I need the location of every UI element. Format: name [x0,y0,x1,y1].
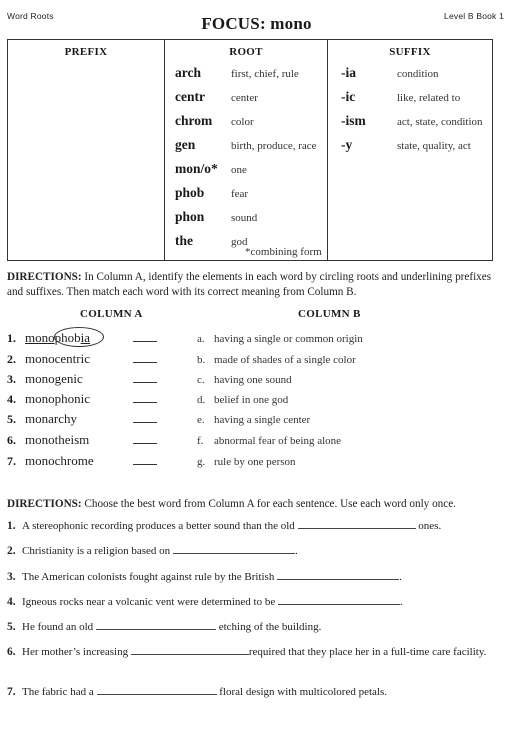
column-b-letter: a. [197,333,205,345]
column-b-meaning: made of shades of a single color [214,354,356,366]
page-title: FOCUS: mono [201,14,312,33]
sentence-number: 5. [7,621,16,633]
column-b-letter: g. [197,456,206,468]
sentence-text-before: The American colonists fought against rule by the British [22,571,275,583]
root-meaning: one [231,164,247,176]
suffix-term: -ic [341,89,356,104]
suffix-row [341,89,460,105]
root-term: phon [175,209,205,224]
sentence-text-before: Her mother’s increasing [22,646,129,658]
column-b-meaning: rule by one person [214,456,296,468]
root-meaning: first, chief, rule [231,68,299,80]
column-b-letter: c. [197,374,205,386]
root-row [175,113,254,129]
directions-matching [7,270,497,300]
sentence-text-after: . [399,596,403,608]
fill-in-blank[interactable] [96,620,216,630]
suffix-term: -ism [341,113,366,128]
fill-in-blank[interactable] [131,645,249,655]
root-row [175,137,317,153]
column-b-meaning: having a single or common origin [214,333,363,345]
matching-row [7,453,497,469]
root-row [175,233,248,249]
sentence-text-after: required that they place her in a full-time care facility. [248,646,487,658]
answer-blank[interactable] [133,373,157,383]
prefix-column [8,40,165,261]
root-meaning: god [231,236,248,248]
suffix-meaning: like, related to [397,92,461,104]
root-meaning: center [231,92,258,104]
root-meaning: sound [231,212,258,224]
item-number: 5. [7,412,16,426]
item-number: 2. [7,352,16,366]
sentence-number: 4. [7,596,16,608]
prefix-heading: PREFIX [64,46,108,58]
column-b-letter: e. [197,414,205,426]
column-b-letter: f. [197,435,204,447]
fill-in-blank[interactable] [298,519,416,529]
suffix-term: -ia [341,65,356,80]
column-b-meaning: having one sound [214,374,292,386]
suffix-meaning: state, quality, act [397,140,471,152]
root-term: phob [175,185,205,200]
suffix-row [341,113,483,129]
sentence-text-before: He found an old [22,621,94,633]
matching-row [7,411,497,427]
suffix-row [341,65,439,81]
header-right-label: Level B Book 1 [444,11,504,21]
sentence-item [7,519,497,533]
root-row [175,89,258,105]
directions-label: DIRECTIONS: [7,498,82,510]
root-row [175,209,257,225]
matching-row [7,391,497,407]
sentence-text-after: ones. [415,520,442,532]
root-meaning: color [231,116,254,128]
column-b-meaning: having a single center [214,414,311,426]
root-term: mon/o* [175,161,218,176]
fill-in-blank[interactable] [278,595,400,605]
sentence-text-before: A stereophonic recording produces a better sound than the old [22,520,295,532]
fill-in-blank[interactable] [277,570,399,580]
root-term: gen [175,137,196,152]
column-a-word: monochrome [25,453,94,468]
sentence-text-before: Igneous rocks near a volcanic vent were determined to be [22,596,276,608]
column-a-word: monocentric [25,351,90,366]
suffix-row [341,137,471,153]
sentence-text-after: . [399,571,402,583]
answer-blank[interactable] [133,332,157,342]
sentence-text-before: Christianity is a religion based on [22,545,171,557]
circle-mark [54,327,104,347]
suffix-meaning: condition [397,68,439,80]
root-row [175,65,299,81]
combining-form-note: *combining form [245,246,322,258]
sentence-item [7,620,497,634]
answer-blank[interactable] [133,455,157,465]
sentence-item [7,685,497,699]
item-number: 3. [7,372,16,386]
word-prefix-underlined: mono [25,330,55,345]
sentence-number: 7. [7,686,16,698]
matching-row [7,432,497,448]
sentence-number: 6. [7,646,16,658]
root-row [175,185,248,201]
column-a-word: monogenic [25,371,83,386]
root-term: the [175,233,193,248]
item-number: 6. [7,433,16,447]
answer-blank[interactable] [133,353,157,363]
sentence-text-after: floral design with multicolored petals. [216,686,387,698]
sentence-number: 1. [7,520,16,532]
column-a-word: monarchy [25,411,77,426]
root-heading: ROOT [229,46,263,58]
sentence-number: 3. [7,571,16,583]
root-meaning: birth, produce, race [231,140,317,152]
answer-blank[interactable] [133,393,157,403]
root-term: centr [175,89,205,104]
column-b-letter: b. [197,354,206,366]
item-number: 7. [7,454,16,468]
word-root-circled: phob [54,330,81,345]
sentence-text-after: . [294,545,298,557]
word-suffix-underlined: ia [80,330,91,345]
fill-in-blank[interactable] [97,685,217,695]
suffix-meaning: act, state, condition [397,116,483,128]
column-b-meaning: belief in one god [214,394,289,406]
root-term: chrom [175,113,213,128]
sentence-item [7,570,497,584]
column-b-letter: d. [197,394,206,406]
matching-row [7,351,497,367]
item-number: 1. [7,331,16,345]
matching-row [7,371,497,387]
column-a-word: monotheism [25,432,90,447]
answer-blank[interactable] [133,434,157,444]
sentence-item [7,595,497,609]
suffix-term: -y [341,137,353,152]
root-meaning: fear [231,188,249,200]
directions-text: In Column A, identify the elements in each word by circling roots and underlining prefixes and suffixes. Then match each word with its correct meaning from Column B. [7,271,492,298]
sentence-item [7,544,497,558]
directions-text: Choose the best word from Column A for each sentence. Use each word only once. [81,498,456,510]
column-b-meaning: abnormal fear of being alone [214,435,342,447]
sentence-text-after: etching of the building. [215,621,322,633]
sentence-number: 2. [7,545,16,557]
column-b-heading: COLUMN B [298,308,361,320]
root-row [175,161,247,177]
fill-in-blank[interactable] [173,544,295,554]
directions-label: DIRECTIONS: [7,271,82,283]
suffix-heading: SUFFIX [389,46,431,58]
column-a-heading: COLUMN A [80,308,143,320]
column-a-word: monophonic [25,391,90,406]
item-number: 4. [7,392,16,406]
answer-blank[interactable] [133,413,157,423]
root-term: arch [175,65,201,80]
directions-sentences [7,497,497,512]
sentence-item [7,645,487,659]
header-left-label: Word Roots [7,11,54,21]
sentence-text-before: The fabric had a [22,686,94,698]
